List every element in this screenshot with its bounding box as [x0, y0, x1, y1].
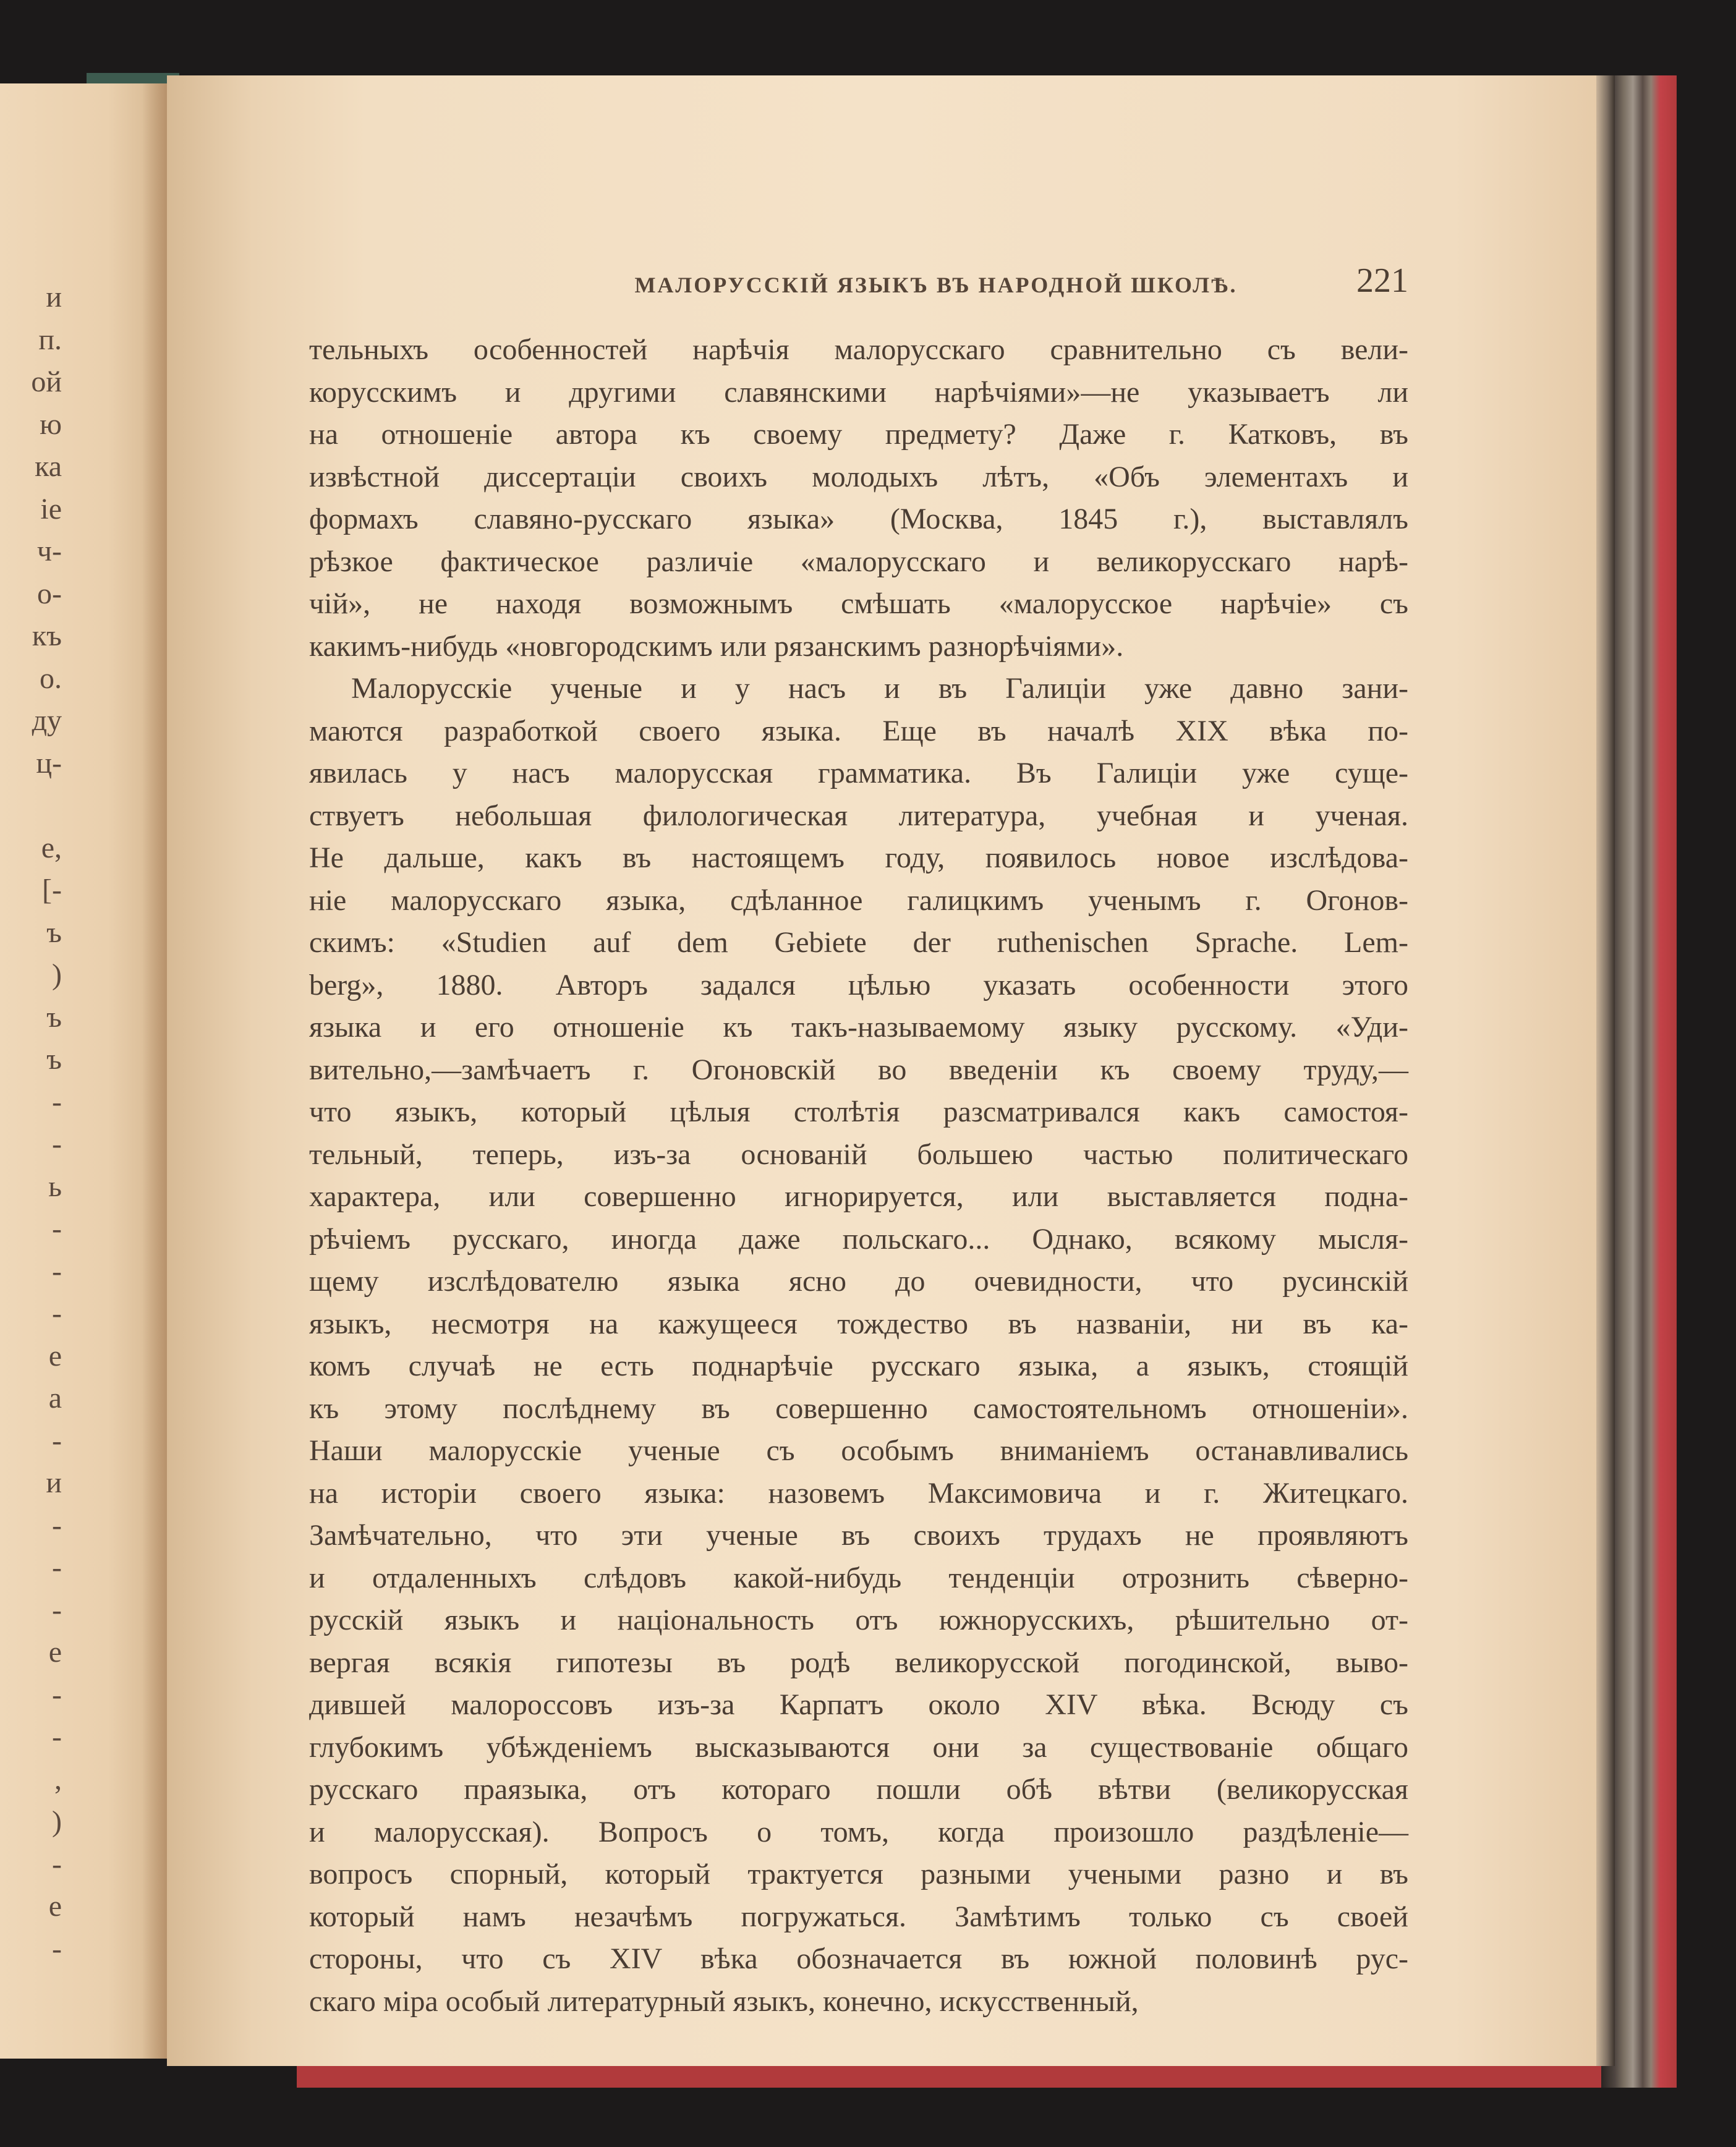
left-page-fragment: -: [52, 1847, 62, 1881]
left-page-fragment: ка: [35, 450, 62, 483]
text-line: рѣчіемъ русскаго, иногда даже польскаго... Однако, всякому мысля-: [309, 1222, 1408, 1256]
left-page-fragment: -: [52, 1085, 62, 1118]
text-line: дившей малороссовъ изъ-за Карпатъ около XIV вѣка. Всюду съ: [309, 1688, 1408, 1721]
text-line: характера, или совершенно игнорируется, или выставляется подна-: [309, 1180, 1408, 1213]
left-page-fragment: е,: [41, 831, 62, 864]
text-line: что языкъ, который цѣлыя столѣтія разсматривался какъ самостоя-: [309, 1095, 1408, 1128]
text-line: на отношеніе автора къ своему предмету? Даже г. Катковъ, въ: [309, 418, 1408, 451]
left-page-fragment: е: [48, 1890, 62, 1923]
left-page-fragment: -: [52, 1720, 62, 1753]
left-page-fragment: ь: [48, 1170, 62, 1203]
left-page-fragment: [0, 784, 62, 827]
text-line: маются разработкой своего языка. Еще въ началѣ XIX вѣка по-: [309, 714, 1408, 747]
text-line: комъ случаѣ не есть поднарѣчіе русскаго языка, а языкъ, стоящій: [309, 1350, 1408, 1382]
text-line: и малорусская). Вопросъ о томъ, когда произошло раздѣленіе—: [309, 1815, 1408, 1848]
text-line: къ этому послѣднему въ совершенно самостоятельномъ отношеніи».: [309, 1392, 1408, 1425]
left-page-fragment: е: [48, 1339, 62, 1372]
left-page-fragment: ой: [31, 365, 62, 398]
left-page-fragment: -: [52, 1932, 62, 1965]
left-page-fragment: -: [52, 1424, 62, 1457]
left-page-fragment: -: [52, 1593, 62, 1626]
left-page-fragment: ъ: [46, 1043, 62, 1076]
page-edge: [1596, 75, 1615, 2066]
text-line: скаго міра особый литературный языкъ, конечно, искусственный,: [309, 1984, 1139, 2018]
text-line: вергая всякія гипотезы въ родѣ великорусской погодинской, выво-: [309, 1646, 1408, 1679]
text-line: вопросъ спорный, который трактуется разными учеными разно и въ: [309, 1858, 1408, 1890]
left-page-fragment: и: [46, 1466, 62, 1499]
text-line: какимъ-нибудь «новгородскимъ или рязанскимъ разнорѣчіями».: [309, 629, 1124, 663]
page-number: 221: [1356, 261, 1408, 300]
text-line: щему изслѣдователю языка ясно до очевидности, что русинскій: [309, 1265, 1408, 1298]
left-page-text-fragments: [0, 276, 62, 1970]
left-page-fragment: -: [52, 1678, 62, 1711]
text-line: скимъ: «Studien auf dem Gebiete der ruthenischen Sprache. Lem-: [309, 926, 1408, 959]
text-line: тельный, теперь, изъ-за основаній большею частью политическаго: [309, 1137, 1408, 1171]
text-line: стороны, что съ XIV вѣка обозначается въ южной половинѣ рус-: [309, 1942, 1408, 1975]
text-line: языка и его отношеніе къ такъ-называемому языку русскому. «Уди-: [309, 1011, 1408, 1044]
text-line: Малорусскіе ученые и у насъ и въ Галиціи уже давно зани-: [351, 672, 1408, 705]
text-line: на исторіи своего языка: назовемъ Максимовича и г. Житецкаго.: [309, 1476, 1408, 1510]
text-line: явилась у насъ малорусская грамматика. Въ Галиціи уже суще-: [309, 757, 1408, 789]
left-page-fragment: къ: [32, 619, 62, 652]
left-page-fragment: -: [52, 1254, 62, 1288]
text-line: который намъ незачѣмъ погружаться. Замѣтимъ только съ своей: [309, 1900, 1408, 1933]
text-line: русскій языкъ и національность отъ южнорусскихъ, рѣшительно от-: [309, 1604, 1408, 1636]
left-page-fragment: ду: [32, 704, 62, 737]
text-line: Не дальше, какъ въ настоящемъ году, появилось новое изслѣдова-: [309, 841, 1408, 874]
text-line: русскаго праязыка, отъ котораго пошли обѣ вѣтви (великорусская: [309, 1773, 1408, 1806]
left-page-fragment: а: [48, 1382, 62, 1414]
text-line: глубокимъ убѣжденіемъ высказываются они за существованіе общаго: [309, 1730, 1408, 1764]
text-line: рѣзкое фактическое различіе «малорусскаго и великорусскаго нарѣ-: [309, 545, 1408, 578]
left-page-fragment: -: [52, 1128, 62, 1160]
text-line: извѣстной диссертаціи своихъ молодыхъ лѣтъ, «Объ элементахъ и: [309, 460, 1408, 493]
left-page-fragment: ,: [54, 1762, 62, 1796]
text-line: ніе малорусскаго языка, сдѣланное галицкимъ ученымъ г. Огонов-: [309, 883, 1408, 917]
text-line: формахъ славяно-русскаго языка» (Москва, 1845 г.), выставлялъ: [309, 503, 1408, 535]
text-line: языкъ, несмотря на кажущееся тождество въ названіи, ни въ ка-: [309, 1307, 1408, 1340]
text-line: и отдаленныхъ слѣдовъ какой-нибудь тенденціи отрознить сѣверно-: [309, 1561, 1408, 1594]
left-page-fragment: п.: [38, 323, 62, 356]
left-page-fragment: ): [52, 1805, 62, 1838]
text-line: тельныхъ особенностей нарѣчія малорусскаго сравнительно съ вели-: [309, 333, 1408, 366]
left-page-fragment: о.: [40, 661, 62, 695]
left-page-fragment: -: [52, 1212, 62, 1245]
running-head: МАЛОРУССКІЙ ЯЗЫКЪ ВЪ НАРОДНОЙ ШКОЛѢ.: [634, 273, 1238, 297]
text-line: вительно,—замѣчаетъ г. Огоновскій во введеніи къ своему труду,—: [309, 1053, 1408, 1086]
left-page-fragment: ): [52, 958, 62, 991]
left-page-fragment: ю: [40, 407, 62, 441]
page-header: [167, 261, 1596, 304]
text-line: Замѣчательно, что эти ученые въ своихъ трудахъ не проявляютъ: [309, 1519, 1408, 1552]
left-page-fragment: ц-: [36, 746, 62, 780]
left-page-fragment: е: [48, 1636, 62, 1669]
left-page-fragment: -: [52, 1551, 62, 1584]
left-page-fragment: -: [52, 1297, 62, 1330]
left-page-fragment: ч-: [36, 535, 62, 568]
text-line: ствуетъ небольшая филологическая литература, учебная и ученая.: [309, 799, 1408, 832]
left-page-fragment: -: [52, 1508, 62, 1542]
left-page-fragment: [-: [42, 874, 62, 906]
left-page-fragment: ъ: [46, 916, 62, 949]
left-page-fragment: о-: [37, 577, 62, 610]
right-page: [167, 75, 1596, 2066]
text-line: Наши малорусскіе ученые съ особымъ вниманіемъ останавливались: [309, 1434, 1408, 1467]
text-line: чій», не находя возможнымъ смѣшать «малорусское нарѣчіе» съ: [309, 587, 1408, 620]
text-line: berg», 1880. Авторъ задался цѣлью указать особенности этого: [309, 968, 1408, 1001]
text-line: корусскимъ и другими славянскими нарѣчіями»—не указываетъ ли: [309, 375, 1408, 409]
left-page-fragment: и: [46, 281, 62, 313]
body-text: [309, 329, 1408, 2023]
left-page-fragment: ъ: [46, 1000, 62, 1034]
left-page-fragment: іе: [40, 492, 62, 525]
